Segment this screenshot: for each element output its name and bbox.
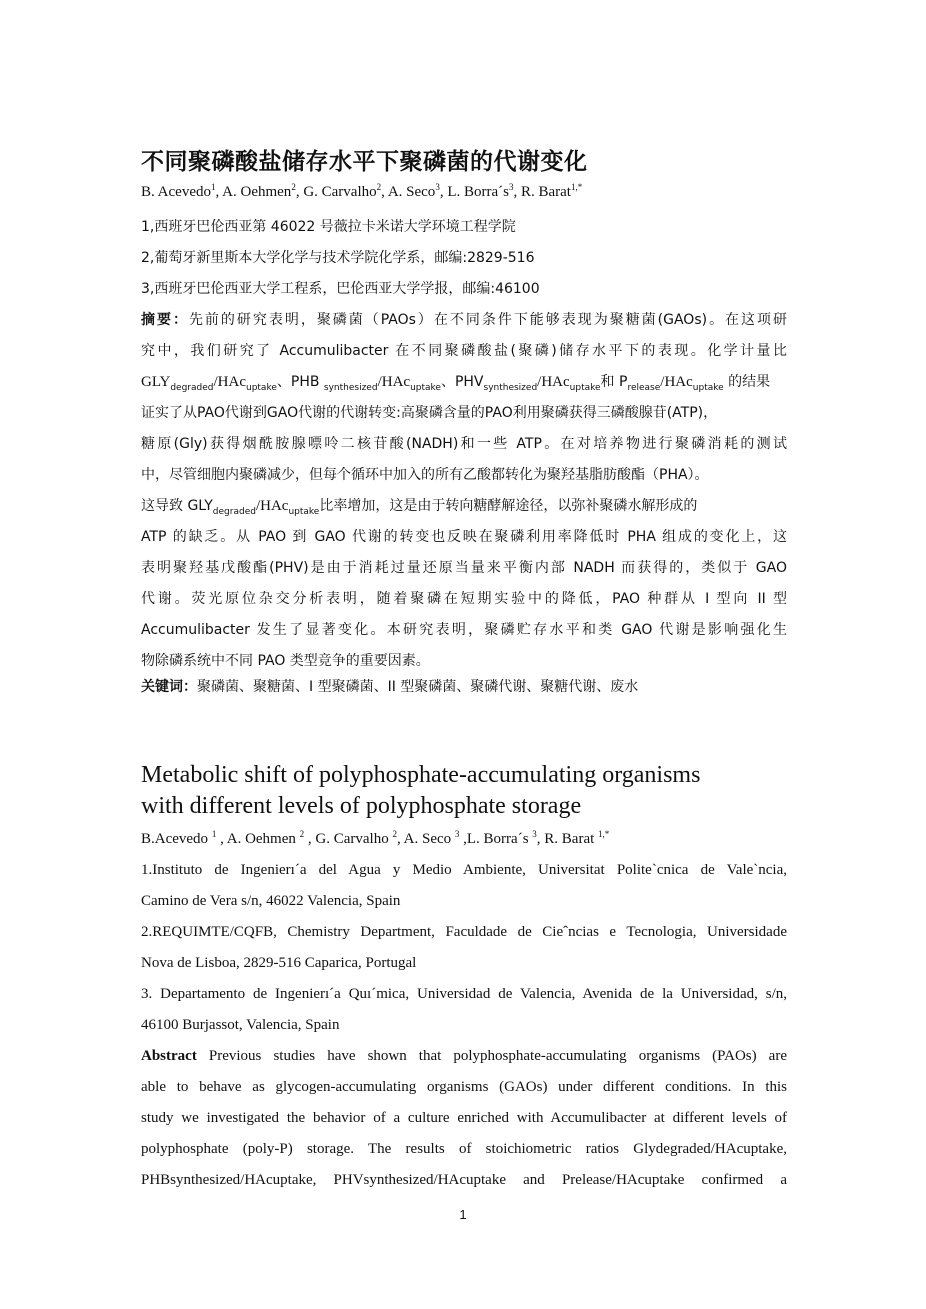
chinese-abstract-line-9: 表明聚羟基戊酸酯(PHV)是由于消耗过量还原当量来平衡内部 NADH 而获得的，类似于 GAO [141,560,787,576]
chinese-abstract-line-10: 代谢。荧光原位杂交分析表明，随着聚磷在短期实验中的降低，PAO 种群从 I 型向 II 型 [141,591,787,607]
chinese-abstract-line-4: 证实了从PAO代谢到GAO代谢的代谢转变:高聚磷含量的PAO利用聚磷获得三磷酸腺苷(ATP)， [141,405,718,421]
chinese-abstract-line-8: ATP 的缺乏。从 PAO 到 GAO 代谢的转变也反映在聚磷利用率降低时 PHA 组成的变化上，这 [141,529,787,545]
chinese-keywords-label: 关键词： [141,679,197,695]
english-affiliation-2-line-2: Nova de Lisboa, 2829-516 Caparica, Portugal [141,955,417,971]
english-affiliation-3-line-2: 46100 Burjassot, Valencia, Spain [141,1017,340,1033]
english-abstract-line-1: Abstract Previous studies have shown that polyphosphate-accumulating organisms (PAOs) are [141,1048,787,1064]
chinese-abstract-line-2: 究中，我们研究了 Accumulibacter 在不同聚磷酸盐(聚磷)储存水平下的表现。化学计量比 [141,343,787,359]
chinese-affiliation-2: 2,葡萄牙新里斯本大学化学与技术学院化学系，邮编:2829-516 [141,250,535,266]
chinese-abstract-line-5: 糖原(Gly)获得烟酰胺腺嘌呤二核苷酸(NADH)和一些 ATP。在对培养物进行聚磷消耗的测试 [141,436,787,452]
english-abstract-line-2: able to behave as glycogen-accumulating organisms (GAOs) under different conditions. In this [141,1079,787,1095]
chinese-authors: B. Acevedo$^1$, A. Oehmen$^2$, G. Carvalho$^2$, A. Seco$^3$, L. $Borra´s^3$, R. Barat$^{1,*}$ [141,182,583,200]
chinese-affiliation-3: 3,西班牙巴伦西亚大学工程系，巴伦西亚大学学报，邮编:46100 [141,281,540,297]
english-abstract-label: Abstract [141,1048,197,1064]
english-authors: B.Acevedo $^1$ , A. Oehmen $^2$ , G. Carvalho $^2$, A. Seco $^3$ ,L. Borra´s $^3$, R. Barat $^{1,*}$ [141,829,610,847]
chinese-affiliation-1: 1,西班牙巴伦西亚第 46022 号薇拉卡米诺大学环境工程学院 [141,219,516,235]
chinese-abstract-line-7: 这导致 $GLY_{degraded}/HAc_{uptake}$比率增加，这是由于转向糖酵解途径，以弥补聚磷水解形成的 [141,498,698,517]
chinese-keywords: 关键词：聚磷菌、聚糖菌、I 型聚磷菌、II 型聚磷菌、聚磷代谢、聚糖代谢、废水 [141,679,639,695]
chinese-abstract-line-11: Accumulibacter 发生了显著变化。本研究表明，聚磷贮存水平和类 GAO 代谢是影响强化生 [141,622,787,638]
english-affiliation-3-line-1: 3. Departamento de Ingenierı´a Quı´mica, Universidad de Valencia, Avenida de la Universidad, s/n, [141,986,787,1002]
chinese-abstract-line-12: 物除磷系统中不同 PAO 类型竞争的重要因素。 [141,653,430,669]
english-title-line-1: Metabolic shift of polyphosphate-accumulating organisms [141,762,701,788]
english-affiliation-2-line-1: 2.REQUIMTE/CQFB, Chemistry Department, Faculdade de Cieˆncias e Tecnologia, Universidade [141,924,787,940]
english-abstract-line-5: PHBsynthesized/HAcuptake, PHVsynthesized/HAcuptake and Prelease/HAcuptake confirmed a [141,1172,787,1188]
english-affiliation-1-line-2: Camino de Vera s/n, 46022 Valencia, Spain [141,893,401,909]
english-abstract-line-3: study we investigated the behavior of a culture enriched with Accumulibacter at different levels of [141,1110,787,1126]
english-abstract-line-4: polyphosphate (poly-P) storage. The results of stoichiometric ratios Glydegraded/HAcuptake, [141,1141,787,1157]
chinese-abstract-line-1: 摘要：先前的研究表明，聚磷菌（PAOs）在不同条件下能够表现为聚糖菌(GAOs)。在这项研 [141,312,788,328]
english-title-line-2: with different levels of polyphosphate storage [141,793,582,819]
english-affiliation-1-line-1: 1.Instituto de Ingenierı´a del Agua y Medio Ambiente, Universitat Polite`cnica de Vale`ncia, [141,862,787,878]
chinese-abstract-label: 摘要： [141,312,189,328]
chinese-abstract-line-3: $GLY_{degraded}/HAc_{uptake}$、PHB $_{synthesized}$/HAc$_{uptake}$、$PHV_{synthesized}/HAc_{uptake}$和 $P_{release}/HAc_{uptake}$ 的结果 [141,374,771,393]
page-number: 1 [459,1207,467,1222]
chinese-abstract-line-6: 中，尽管细胞内聚磷减少，但每个循环中加入的所有乙酸都转化为聚羟基脂肪酸酯（PHA）。 [141,467,709,483]
chinese-title: 不同聚磷酸盐储存水平下聚磷菌的代谢变化 [141,149,588,175]
